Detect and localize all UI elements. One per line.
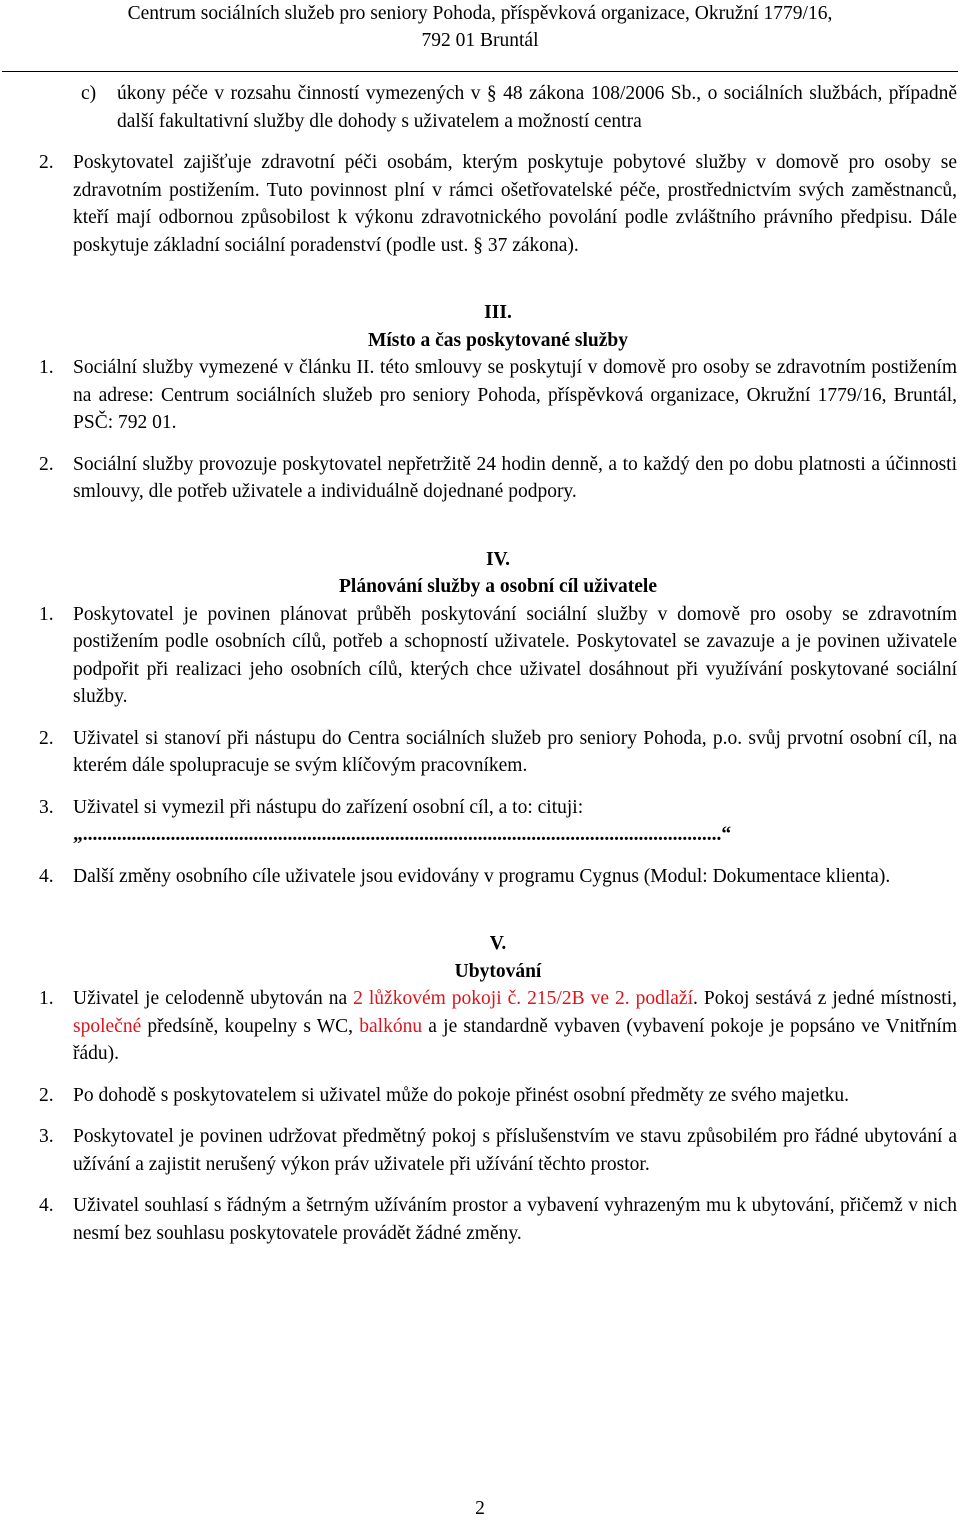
paragraph-number: 2. [39, 727, 54, 749]
numbered-paragraph [39, 863, 957, 891]
section-roman-numeral: III. [484, 302, 512, 323]
paragraph-text: Další změny osobního cíle uživatele jsou evidovány v programu Cygnus (Modul: Dokumentace klienta). [73, 865, 891, 887]
numbered-paragraph [39, 794, 957, 849]
paragraph-text: Poskytovatel je povinen plánovat průběh poskytování sociální služby v domově pro osoby se zdravotním postižením podle osobních cílů, potřeb a schopností uživatele. Poskytovatel se zavazuje a je povinen uživatele podpořit při realizaci jeho osobních cílů, kterých chce uživatel dosáhnout při využívání poskytované sociální služby. [73, 603, 957, 707]
paragraph-text: Poskytovatel je povinen udržovat předmětný pokoj s příslušenstvím ve stavu způsobilém pro řádné ubytování a užívání a zajistit nerušený výkon práv uživatele při užívání těchto prostor. [73, 1126, 957, 1175]
paragraph-text [73, 985, 957, 1068]
paragraph-number: 1. [39, 357, 54, 378]
numbered-paragraph [39, 985, 957, 1068]
numbered-paragraph [39, 149, 957, 259]
paragraph-text: Sociální služby provozuje poskytovatel nepřetržitě 24 hodin denně, a to každý den po dobu platnosti a účinnosti smlouvy, dle potřeb uživatele a individuálně dojednané podpory. [73, 453, 957, 502]
section-roman-numeral: IV. [485, 548, 511, 570]
paragraph-text: Poskytovatel zajišťuje zdravotní péči osobám, kterým poskytuje pobytové služby v domově pro osoby se zdravotním postižením. Tuto povinnost plní v rámci ošetřovatelské péče, prostřednictvím svých zaměstnanců, kteří mají odbornou způsobilost k výkonu zdravotnického povolání podle zvláštního právního předpisu. Dále poskytuje základní sociální poradenství (podle ust. § 37 zákona). [73, 152, 957, 256]
text-run: . Pokoj sestává z jedné místnosti, [693, 988, 957, 1009]
paragraph-text: Uživatel si stanoví při nástupu do Centra sociálních služeb pro seniory Pohoda, p.o. svůj prvotní osobní cíl, na kterém dále spolupracuje se svým klíčovým pracovníkem. [73, 727, 957, 776]
section-title: Ubytování [454, 960, 542, 982]
numbered-paragraph [39, 725, 957, 780]
quote-open-mark: „ [73, 824, 83, 845]
goal-quote-placeholder [73, 821, 957, 849]
numbered-paragraph [39, 1192, 957, 1247]
numbered-paragraph [39, 601, 957, 711]
header-line-1: Centrum sociálních služeb pro seniory Pohoda, příspěvková organizace, Okružní 1779/16, [127, 3, 833, 24]
numbered-paragraph [39, 354, 957, 437]
paragraph-number: 2. [39, 1084, 54, 1106]
paragraph-number: 1. [39, 988, 54, 1009]
numbered-paragraph [39, 1123, 957, 1178]
highlighted-shared-word: společné [73, 1015, 142, 1037]
paragraph-number: 4. [39, 1195, 54, 1216]
text-run: a je standardně vybaven (vybavení pokoje je popsáno ve Vnitřním řádu). [73, 1015, 957, 1064]
numbered-paragraph [39, 451, 957, 506]
paragraph-number: 2. [39, 152, 54, 173]
paragraph-number: 1. [39, 603, 54, 625]
list-marker: c) [81, 83, 97, 104]
paragraph-number: 3. [39, 1126, 54, 1147]
paragraph-number: 4. [39, 865, 54, 887]
text-run: předsíně, koupelny s WC, [141, 1015, 360, 1037]
intro-list-item [39, 80, 957, 135]
paragraph-number: 2. [39, 453, 54, 475]
header-divider [2, 71, 958, 72]
highlighted-balcony-word: balkónu [359, 1015, 423, 1037]
section-title: Místo a čas poskytované služby [367, 329, 629, 351]
page-number: 2 [475, 1498, 485, 1519]
paragraph-text: Po dohodě s poskytovatelem si uživatel může do pokoje přinést osobní předměty ze svého majetku. [73, 1084, 850, 1106]
page-header [0, 0, 960, 54]
paragraph-body [73, 794, 957, 849]
quote-dotted-line: ................................................................................................................................... [82, 824, 722, 845]
numbered-paragraph [39, 1082, 957, 1110]
section-roman-numeral: V. [489, 933, 507, 954]
text-run: Uživatel je celodenně ubytován na [73, 988, 354, 1009]
paragraph-text: Uživatel si vymezil při nástupu do zařízení osobní cíl, a to: cituji: [73, 796, 584, 818]
document-body [39, 80, 957, 1247]
list-item-text: úkony péče v rozsahu činností vymezených v § 48 zákona 108/2006 Sb., o sociálních službách, případně další fakultativní služby dle dohody s uživatelem a možností centra [117, 83, 957, 132]
highlighted-room-info: 2 lůžkovém pokoji č. 215/2B ve 2. podlaží [353, 988, 694, 1009]
paragraph-text: Sociální služby vymezené v článku II. této smlouvy se poskytují v domově pro osoby se zdravotním postižením na adrese: Centrum sociálních služeb pro seniory Pohoda, příspěvková organizace, Okružní 1779/16, Bruntál, PSČ: 792 01. [73, 357, 957, 433]
paragraph-number: 3. [39, 796, 54, 818]
header-line-2: 792 01 Bruntál [421, 30, 539, 51]
paragraph-text: Uživatel souhlasí s řádným a šetrným užíváním prostor a vybavení vyhrazeným mu k ubytování, přičemž v nich nesmí bez souhlasu poskytovatele provádět žádné změny. [73, 1195, 957, 1244]
section-title: Plánování služby a osobní cíl uživatele [339, 576, 657, 597]
quote-close-mark: “ [721, 824, 732, 845]
